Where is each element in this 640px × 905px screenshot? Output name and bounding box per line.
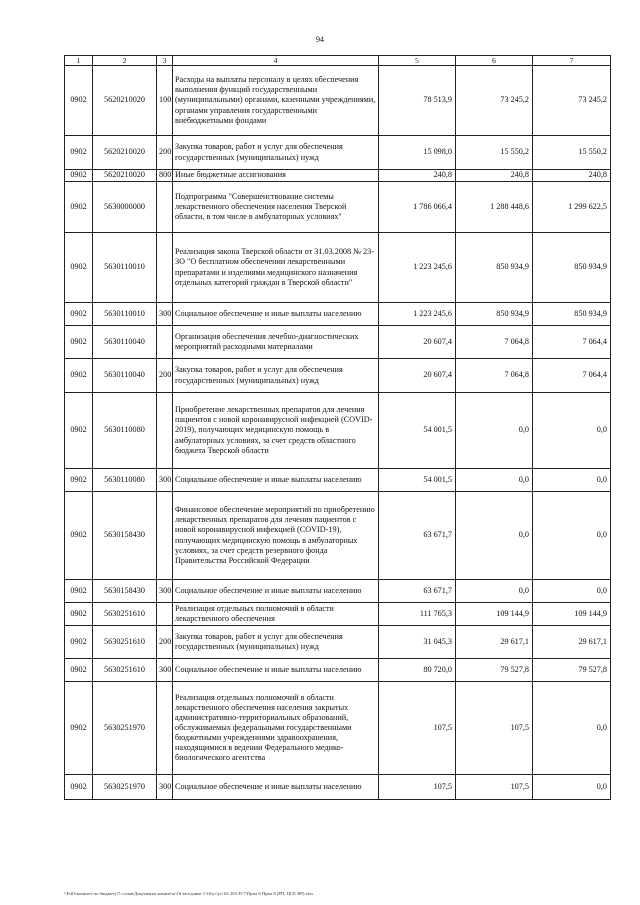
- item-name-cell: Приобретение лекарственных препаратов для лечения пациентов с новой коронавирусной инфекцией (COVID-2019), получающих медицинскую помощь в амбулаторных условиях, за счет средств областного бюджета Тверской области: [173, 393, 379, 469]
- amount-year-1-cell: 31 045,3: [379, 626, 456, 659]
- amount-year-2-cell: 850 934,9: [456, 233, 533, 303]
- section-code-cell: 0902: [65, 233, 93, 303]
- file-path-footer: \\Fs03\комитет по бюджету\7 созыв\Документы комитета\16 заседание 1\16\уг\уг\16\ 265-П-7\Прил 6 Прил 8 (РП, ЦСР, ВР).xlsx: [64, 891, 314, 896]
- item-name-cell: Закупка товаров, работ и услуг для обеспечения государственных (муниципальных) нужд: [173, 626, 379, 659]
- header-cell: 7: [533, 56, 611, 66]
- table-row: [65, 626, 611, 659]
- amount-year-2-cell: 7 064,8: [456, 359, 533, 393]
- target-article-code-cell: 5620210020: [93, 170, 157, 182]
- target-article-code-cell: 5630110080: [93, 469, 157, 492]
- table-row: [65, 580, 611, 603]
- amount-year-2-cell: 79 527,8: [456, 659, 533, 682]
- amount-year-3-cell: 0,0: [533, 775, 611, 800]
- section-code-cell: 0902: [65, 469, 93, 492]
- item-name-cell: Социальное обеспечение и иные выплаты населению: [173, 659, 379, 682]
- item-name-cell: Расходы на выплаты персоналу в целях обеспечения выполнения функций государственными (муниципальными) органами, казенными учреждениями, органами управления государственными внебюджетными фондами: [173, 66, 379, 136]
- item-name-cell: Закупка товаров, работ и услуг для обеспечения государственных (муниципальных) нужд: [173, 136, 379, 170]
- amount-year-1-cell: 240,8: [379, 170, 456, 182]
- header-cell: 2: [93, 56, 157, 66]
- section-code-cell: 0902: [65, 182, 93, 233]
- amount-year-3-cell: 109 144,9: [533, 603, 611, 626]
- amount-year-3-cell: 1 299 622,5: [533, 182, 611, 233]
- item-name-cell: Закупка товаров, работ и услуг для обеспечения государственных (муниципальных) нужд: [173, 359, 379, 393]
- table-row: [65, 682, 611, 775]
- amount-year-2-cell: 0,0: [456, 580, 533, 603]
- section-code-cell: 0902: [65, 682, 93, 775]
- section-code-cell: 0902: [65, 580, 93, 603]
- page-number: 94: [316, 35, 324, 44]
- amount-year-1-cell: 111 765,3: [379, 603, 456, 626]
- amount-year-3-cell: 7 064,4: [533, 359, 611, 393]
- expense-type-code-cell: [157, 326, 173, 359]
- section-code-cell: 0902: [65, 626, 93, 659]
- item-name-cell: Реализация отдельных полномочий в области лекарственного обеспечения: [173, 603, 379, 626]
- target-article-code-cell: 5630251610: [93, 626, 157, 659]
- amount-year-2-cell: 850 934,9: [456, 303, 533, 326]
- target-article-code-cell: 5630110040: [93, 326, 157, 359]
- amount-year-1-cell: 1 223 245,6: [379, 303, 456, 326]
- amount-year-1-cell: 20 607,4: [379, 326, 456, 359]
- target-article-code-cell: 5630110010: [93, 233, 157, 303]
- amount-year-2-cell: 107,5: [456, 775, 533, 800]
- amount-year-3-cell: 0,0: [533, 580, 611, 603]
- expense-type-code-cell: 200: [157, 626, 173, 659]
- amount-year-1-cell: 107,5: [379, 775, 456, 800]
- amount-year-3-cell: 850 934,9: [533, 303, 611, 326]
- target-article-code-cell: 5630158430: [93, 580, 157, 603]
- amount-year-2-cell: 107,5: [456, 682, 533, 775]
- amount-year-1-cell: 15 098,0: [379, 136, 456, 170]
- expense-type-code-cell: 200: [157, 359, 173, 393]
- expense-type-code-cell: 200: [157, 136, 173, 170]
- table-row: [65, 603, 611, 626]
- table-row: [65, 136, 611, 170]
- target-article-code-cell: 5630251970: [93, 682, 157, 775]
- expense-type-code-cell: [157, 603, 173, 626]
- expense-type-code-cell: 300: [157, 659, 173, 682]
- table-row: [65, 303, 611, 326]
- table-row: [65, 66, 611, 136]
- target-article-code-cell: 5630110080: [93, 393, 157, 469]
- expense-type-code-cell: 100: [157, 66, 173, 136]
- section-code-cell: 0902: [65, 393, 93, 469]
- table-row: [65, 170, 611, 182]
- amount-year-3-cell: 73 245,2: [533, 66, 611, 136]
- table-row: [65, 326, 611, 359]
- header-row: [65, 56, 611, 66]
- amount-year-1-cell: 20 607,4: [379, 359, 456, 393]
- expense-type-code-cell: 300: [157, 580, 173, 603]
- table-row: [65, 775, 611, 800]
- amount-year-1-cell: 54 001,5: [379, 469, 456, 492]
- header-cell: 6: [456, 56, 533, 66]
- table-row: [65, 359, 611, 393]
- target-article-code-cell: 5630251970: [93, 775, 157, 800]
- amount-year-3-cell: 0,0: [533, 492, 611, 580]
- item-name-cell: Иные бюджетные ассигнования: [173, 170, 379, 182]
- item-name-cell: Финансовое обеспечение мероприятий по приобретению лекарственных препаратов для лечения пациентов с новой коронавирусной инфекцией (COVID-19), получающих медицинскую помощь в амбулаторных условиях, за счет средств резервного фонда Правительства Российской Федерации: [173, 492, 379, 580]
- header-cell: 5: [379, 56, 456, 66]
- amount-year-3-cell: 0,0: [533, 393, 611, 469]
- expense-type-code-cell: [157, 393, 173, 469]
- section-code-cell: 0902: [65, 66, 93, 136]
- amount-year-2-cell: 0,0: [456, 469, 533, 492]
- amount-year-2-cell: 240,8: [456, 170, 533, 182]
- section-code-cell: 0902: [65, 775, 93, 800]
- expense-type-code-cell: [157, 492, 173, 580]
- expense-type-code-cell: 800: [157, 170, 173, 182]
- section-code-cell: 0902: [65, 136, 93, 170]
- amount-year-1-cell: 107,5: [379, 682, 456, 775]
- item-name-cell: Подпрограмма "Совершенствование системы лекарственного обеспечения населения Тверской области, в том числе в амбулаторных условиях": [173, 182, 379, 233]
- item-name-cell: Реализация отдельных полномочий в области лекарственного обеспечения населения закрытых административно-территориальных образований, обслуживаемых федеральными государственными бюджетными учреждениями здравоохранения, находящимися в ведении Федерального медико-биологического агентства: [173, 682, 379, 775]
- expense-type-code-cell: [157, 233, 173, 303]
- item-name-cell: Социальное обеспечение и иные выплаты населению: [173, 775, 379, 800]
- section-code-cell: 0902: [65, 170, 93, 182]
- amount-year-1-cell: 78 513,9: [379, 66, 456, 136]
- target-article-code-cell: 5630110040: [93, 359, 157, 393]
- item-name-cell: Реализация закона Тверской области от 31.03.2008 № 23-ЗО "О бесплатном обеспечении лекарственными препаратами и изделиями медицинского назначения отдельных категорий граждан в Тверской области": [173, 233, 379, 303]
- amount-year-2-cell: 0,0: [456, 393, 533, 469]
- header-cell: 3: [157, 56, 173, 66]
- amount-year-1-cell: 63 671,7: [379, 580, 456, 603]
- amount-year-2-cell: 1 288 448,6: [456, 182, 533, 233]
- expense-type-code-cell: 300: [157, 775, 173, 800]
- target-article-code-cell: 5630251610: [93, 659, 157, 682]
- amount-year-3-cell: 0,0: [533, 682, 611, 775]
- amount-year-3-cell: 240,8: [533, 170, 611, 182]
- amount-year-1-cell: 1 786 066,4: [379, 182, 456, 233]
- amount-year-3-cell: 29 617,1: [533, 626, 611, 659]
- target-article-code-cell: 5630251610: [93, 603, 157, 626]
- section-code-cell: 0902: [65, 659, 93, 682]
- amount-year-2-cell: 29 617,1: [456, 626, 533, 659]
- target-article-code-cell: 5620210020: [93, 136, 157, 170]
- item-name-cell: Социальное обеспечение и иные выплаты населению: [173, 303, 379, 326]
- section-code-cell: 0902: [65, 492, 93, 580]
- target-article-code-cell: 5620210020: [93, 66, 157, 136]
- section-code-cell: 0902: [65, 303, 93, 326]
- expense-type-code-cell: 300: [157, 469, 173, 492]
- header-cell: 4: [173, 56, 379, 66]
- amount-year-3-cell: 15 550,2: [533, 136, 611, 170]
- expense-type-code-cell: [157, 682, 173, 775]
- amount-year-2-cell: 7 064,8: [456, 326, 533, 359]
- table-row: [65, 469, 611, 492]
- item-name-cell: Организация обеспечения лечебно-диагностических мероприятий расходными материалами: [173, 326, 379, 359]
- amount-year-2-cell: 15 550,2: [456, 136, 533, 170]
- expense-type-code-cell: [157, 182, 173, 233]
- table-row: [65, 492, 611, 580]
- table-row: [65, 233, 611, 303]
- target-article-code-cell: 5630158430: [93, 492, 157, 580]
- amount-year-3-cell: 0,0: [533, 469, 611, 492]
- amount-year-1-cell: 80 720,0: [379, 659, 456, 682]
- table-row: [65, 393, 611, 469]
- section-code-cell: 0902: [65, 326, 93, 359]
- section-code-cell: 0902: [65, 603, 93, 626]
- table-row: [65, 182, 611, 233]
- item-name-cell: Социальное обеспечение и иные выплаты населению: [173, 469, 379, 492]
- table-row: [65, 659, 611, 682]
- section-code-cell: 0902: [65, 359, 93, 393]
- amount-year-3-cell: 7 064,4: [533, 326, 611, 359]
- amount-year-3-cell: 850 934,9: [533, 233, 611, 303]
- target-article-code-cell: 5630000000: [93, 182, 157, 233]
- budget-table: [64, 55, 611, 800]
- amount-year-1-cell: 54 001,5: [379, 393, 456, 469]
- target-article-code-cell: 5630110010: [93, 303, 157, 326]
- amount-year-1-cell: 1 223 245,6: [379, 233, 456, 303]
- amount-year-3-cell: 79 527,8: [533, 659, 611, 682]
- header-cell: 1: [65, 56, 93, 66]
- amount-year-1-cell: 63 671,7: [379, 492, 456, 580]
- item-name-cell: Социальное обеспечение и иные выплаты населению: [173, 580, 379, 603]
- amount-year-2-cell: 73 245,2: [456, 66, 533, 136]
- amount-year-2-cell: 109 144,9: [456, 603, 533, 626]
- expense-type-code-cell: 300: [157, 303, 173, 326]
- amount-year-2-cell: 0,0: [456, 492, 533, 580]
